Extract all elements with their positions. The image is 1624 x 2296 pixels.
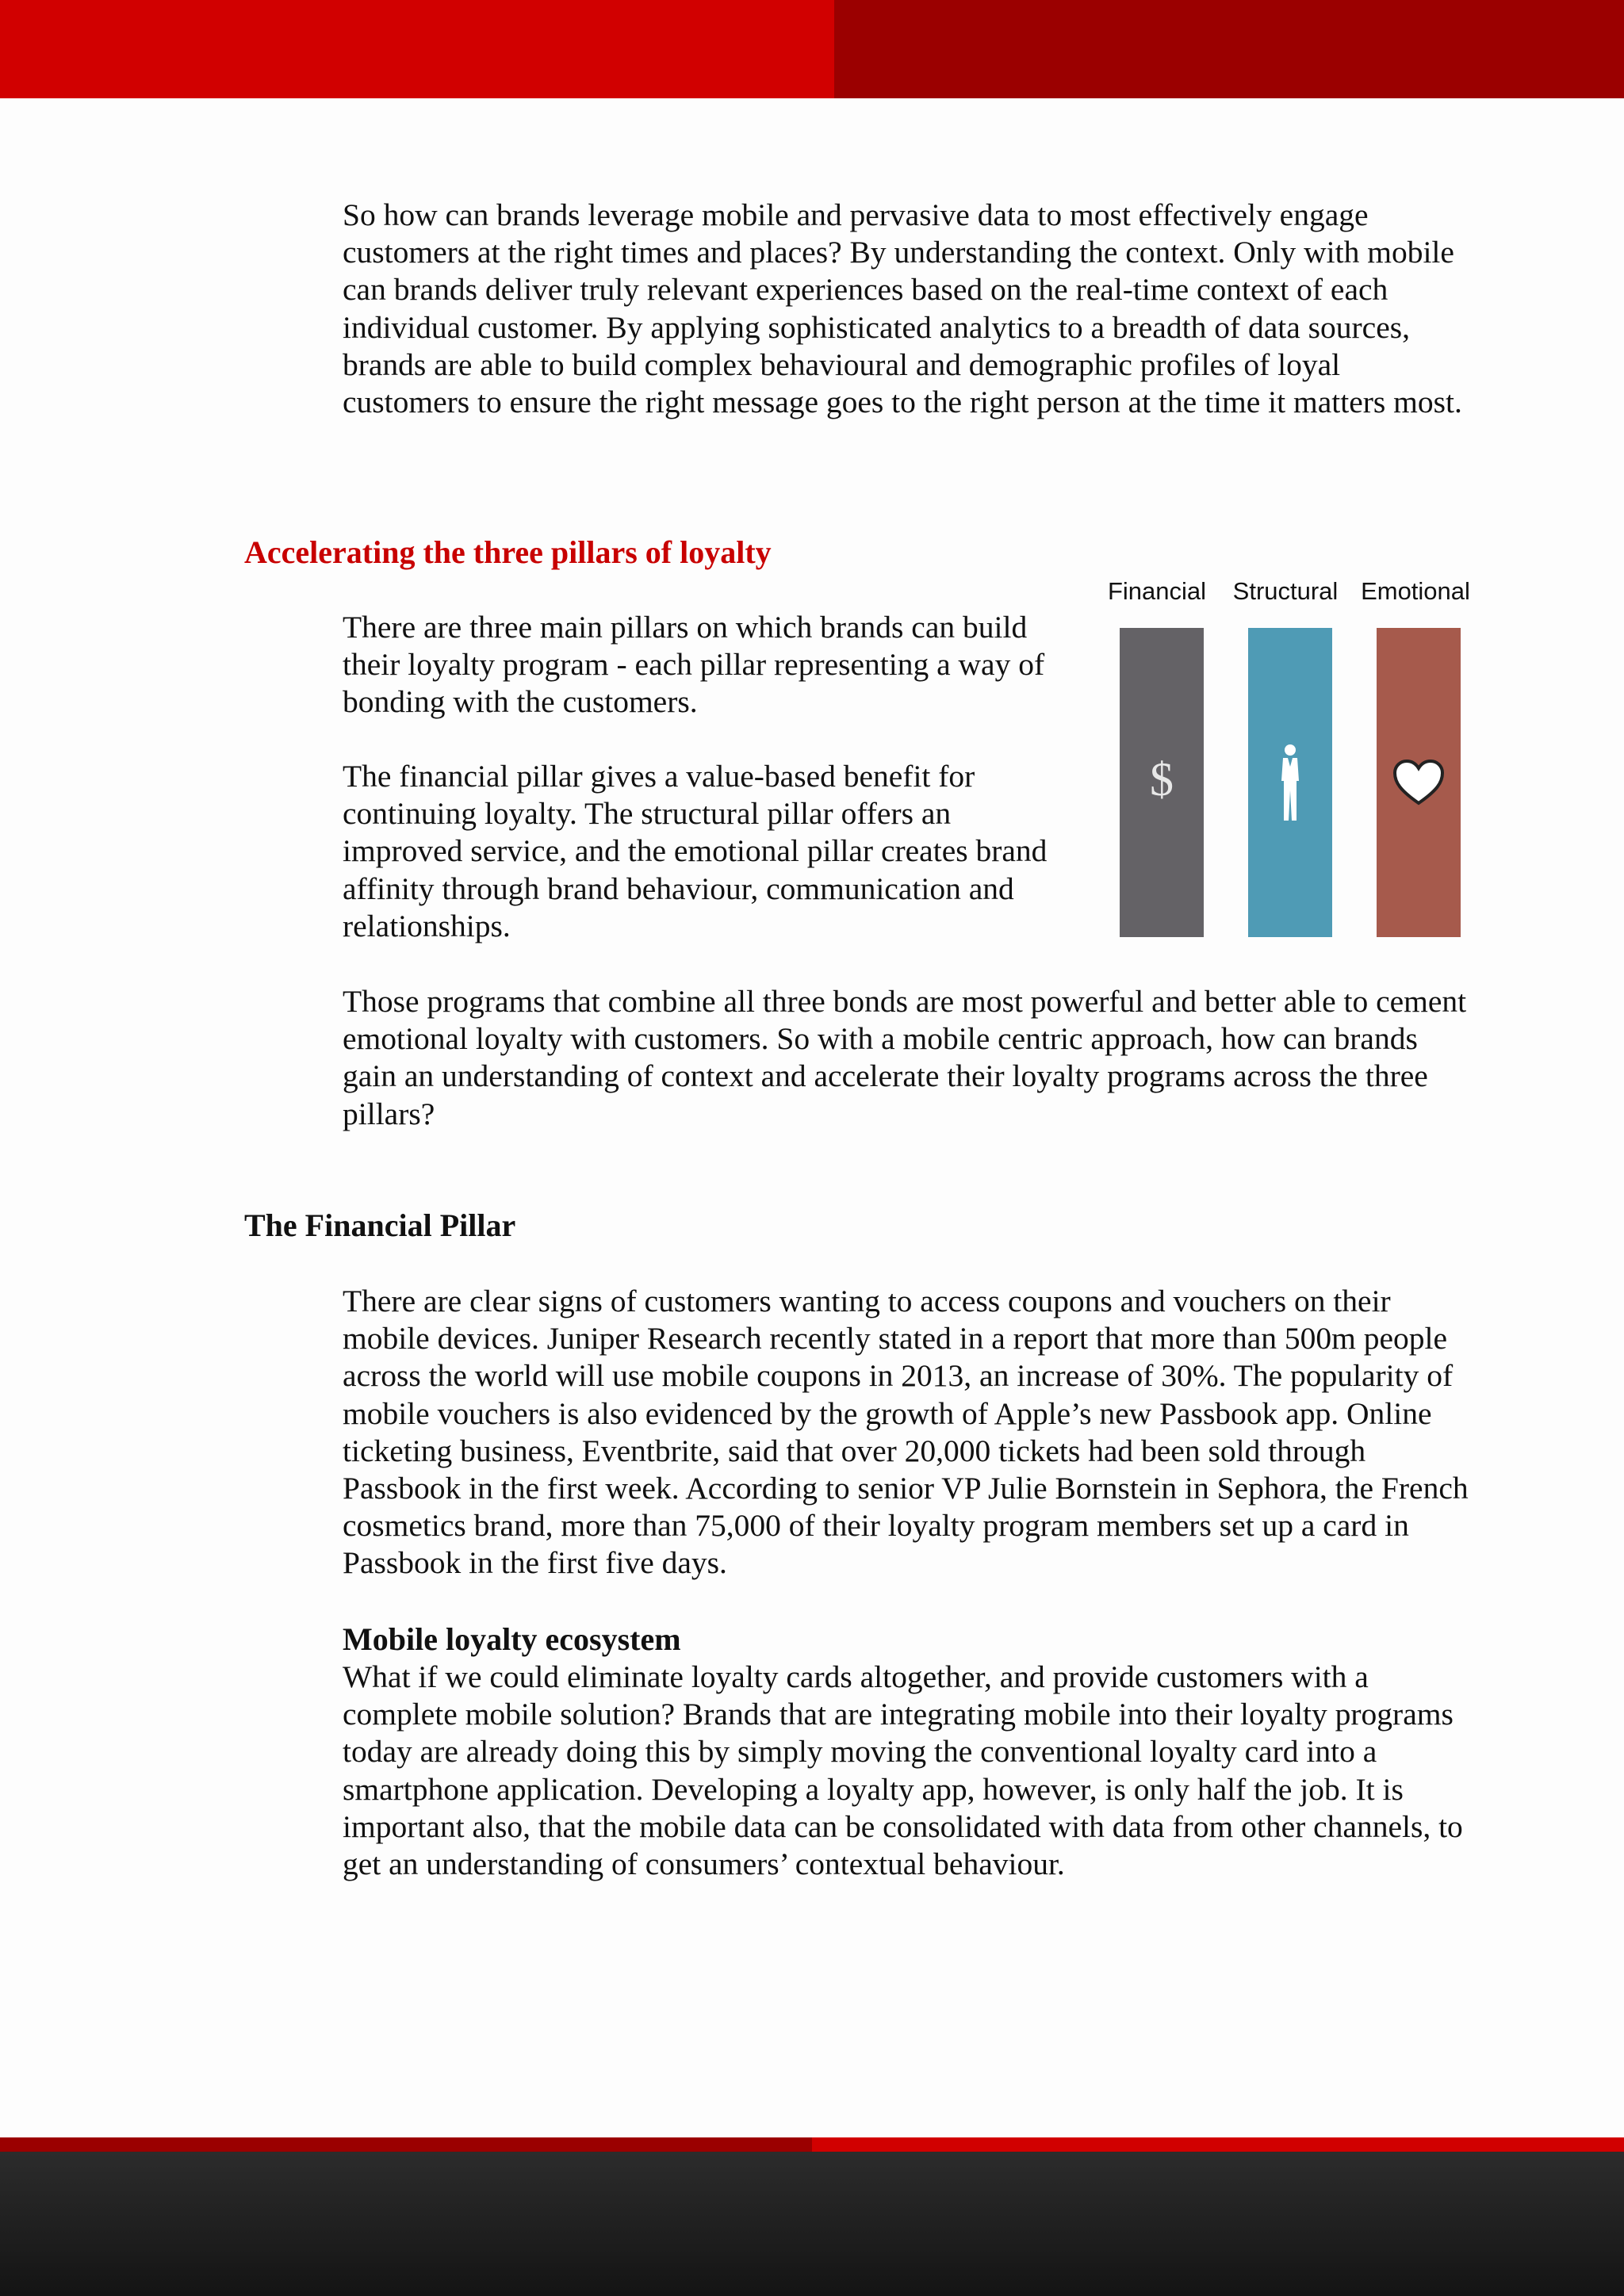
subheading-mobile-loyalty: Mobile loyalty ecosystem — [343, 1621, 681, 1657]
pillars-paragraph-3: Those programs that combine all three bonds are most powerful and better able to cement emotional loyalty with customers. So with a mobile centric approach, how can brands gain an understanding of context and accelerate their loyalty programs across the three pillars? — [343, 984, 1467, 1131]
financial-paragraph-1: There are clear signs of customers wanting to access coupons and vouchers on their mobile devices. Juniper Research recently stated in a report that more than 500m people across the world will use mobile coupons in 2013, an increase of 30%. The popularity of mobile vouchers is also evidenced by the growth of Apple’s new Passbook app. Online ticketing business, Eventbrite, said that over 20,000 tickets had been sold through Passbook in the first week. According to senior VP Julie Bornstein in Sephora, the French cosmetics brand, more than 75,000 of their loyalty program members set up a card in Passbook in the first five days. — [343, 1284, 1469, 1581]
dollar-icon: $ — [1150, 752, 1174, 806]
financial-paragraph-2: What if we could eliminate loyalty cards altogether, and provide customers with a complete mobile solution? Brands that are integrating mobile into their loyalty programs today are already doing this by simply moving the conventional loyalty card into a smartphone application. Developing a loyalty app, however, is only half the job. It is important also, that the mobile data can be consolidated with data from other channels, to get an understanding of consumers’ contextual behaviour. — [343, 1659, 1463, 1882]
pillars-paragraph-1: There are three main pillars on which brands can build their loyalty program - each pillar representing a way of bonding with the customers. — [343, 610, 1045, 720]
section-title-financial: The Financial Pillar — [244, 1207, 516, 1243]
header-bar — [0, 0, 1624, 98]
footer-stripe-right — [812, 2137, 1624, 2152]
header-bar-right — [834, 0, 1624, 98]
footer-background — [0, 2152, 1624, 2296]
footer-stripe-left — [0, 2137, 812, 2152]
pillar-label-emotional: Emotional — [1361, 577, 1470, 605]
footer-bar — [0, 2137, 1624, 2296]
person-icon — [1274, 743, 1306, 822]
pillar-structural — [1248, 628, 1332, 937]
pillar-label-financial: Financial — [1107, 577, 1207, 605]
pillar-financial — [1120, 628, 1204, 937]
pillar-label-structural: Structural — [1232, 577, 1339, 605]
header-bar-left — [0, 0, 834, 98]
intro-paragraph: So how can brands leverage mobile and pervasive data to most effectively engage customers at the right times and places? By understanding the context. Only with mobile can brands deliver truly relevant experiences based on the real-time context of each individual customer. By applying sophisticated analytics to a breadth of data sources, brands are able to build complex behavioural and demographic profiles of loyal customers to ensure the right message goes to the right person at the time it matters most. — [343, 197, 1462, 420]
heart-icon — [1392, 759, 1445, 806]
section-title-pillars: Accelerating the three pillars of loyalty — [244, 534, 772, 570]
pillars-paragraph-2: The financial pillar gives a value-based benefit for continuing loyalty. The structural pillar offers an improved service, and the emotional pillar creates brand affinity through brand behaviour, communication and relationships. — [343, 759, 1048, 943]
pillar-emotional — [1377, 628, 1461, 937]
three-pillars-graphic — [1102, 577, 1491, 942]
